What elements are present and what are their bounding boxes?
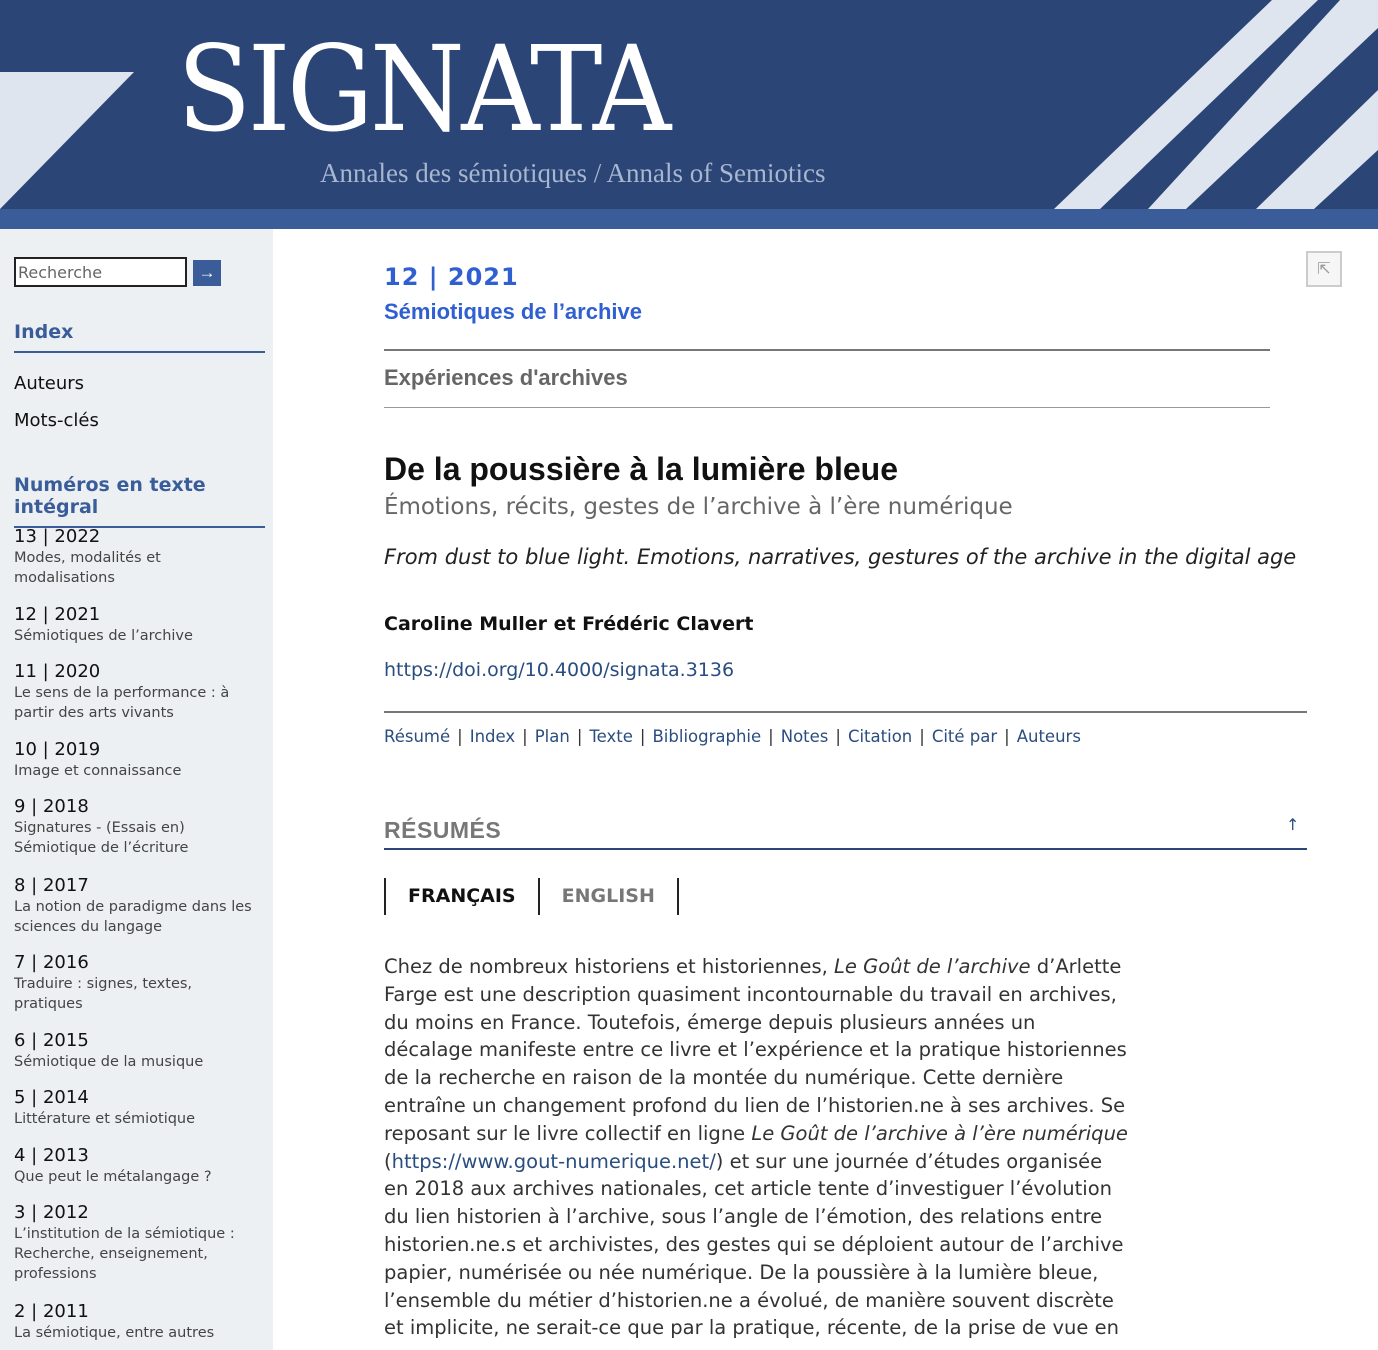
article-title-english: From dust to blue light. Emotions, narratives, gestures of the archive in the digital age xyxy=(384,545,1297,569)
article-title: De la poussière à la lumière bleue xyxy=(384,451,898,487)
issue-number[interactable]: 3 | 2012 xyxy=(14,1202,89,1223)
issue-item[interactable] xyxy=(14,661,264,723)
toc-separator: | xyxy=(919,727,925,746)
abstract-text xyxy=(384,953,1129,1342)
tab-english[interactable]: ENGLISH xyxy=(540,878,679,915)
issue-number[interactable]: 5 | 2014 xyxy=(14,1087,89,1108)
site-banner xyxy=(0,0,1378,209)
toc-link-bibliographie[interactable]: Bibliographie xyxy=(652,727,762,746)
issue-title[interactable]: Le sens de la performance : à partir des arts vivants xyxy=(14,685,230,721)
abstract-segment: ( xyxy=(384,1149,392,1173)
toc-separator: | xyxy=(576,727,583,746)
article-toc xyxy=(384,727,1081,746)
divider xyxy=(384,848,1307,850)
sidebar-link-mots-cles[interactable]: Mots-clés xyxy=(14,410,99,431)
toc-link-texte[interactable]: Texte xyxy=(589,727,633,746)
issue-number[interactable]: 12 | 2021 xyxy=(14,604,101,625)
issue-item[interactable] xyxy=(14,739,264,781)
sidebar-link-auteurs[interactable]: Auteurs xyxy=(14,373,85,394)
issue-number[interactable]: 13 | 2022 xyxy=(14,526,101,547)
toc-separator: | xyxy=(639,727,646,746)
issue-item[interactable] xyxy=(14,1145,264,1187)
issue-title[interactable]: La notion de paradigme dans les sciences du langage xyxy=(14,899,252,935)
expand-corner-button[interactable]: ⇱ xyxy=(1306,251,1342,287)
abstract-book-title: Le Goût de l’archive à l’ère numérique xyxy=(751,1121,1128,1145)
toc-separator: | xyxy=(457,727,463,746)
volume-title-link[interactable]: Sémiotiques de l’archive xyxy=(384,299,642,324)
toc-link-auteurs[interactable]: Auteurs xyxy=(1016,727,1081,746)
issue-item[interactable] xyxy=(14,796,264,858)
toc-link-citation[interactable]: Citation xyxy=(847,727,913,746)
toc-link-index[interactable]: Index xyxy=(469,727,516,746)
issue-item[interactable] xyxy=(14,604,264,646)
toc-separator: | xyxy=(1004,727,1010,746)
issue-number[interactable]: 11 | 2020 xyxy=(14,661,101,682)
issue-number[interactable]: 6 | 2015 xyxy=(14,1030,89,1051)
site-logo[interactable]: SIGNATA xyxy=(177,20,668,158)
abstract-segment: d’Arlette Farge est une description quasiment incontournable du travail en archives, du moins en France. Toutefois, émerge depuis plusieurs années un décalage manifeste entre ce livre et l’expérience et la pratique historiennes de la recherche en raison de la montée du numérique. Cette dernière entraîne un changement profond du lien de l’historien.ne à ses archives. Se reposant sur le livre collectif en ligne xyxy=(384,955,1127,1145)
divider xyxy=(384,711,1307,713)
back-to-top-arrow-icon[interactable]: ↑ xyxy=(1286,815,1300,834)
site-tagline: Annales des sémiotiques / Annals of Semiotics xyxy=(320,158,826,188)
resumes-heading: RÉSUMÉS xyxy=(384,817,502,843)
issue-item[interactable] xyxy=(14,1030,264,1072)
issue-title[interactable]: Que peut le métalangage ? xyxy=(14,1169,212,1185)
issue-item[interactable] xyxy=(14,952,264,1014)
section-heading: Expériences d'archives xyxy=(384,365,628,390)
issue-item[interactable] xyxy=(14,875,264,937)
issue-title[interactable]: Modes, modalités et modalisations xyxy=(14,550,161,586)
toc-separator: | xyxy=(768,727,774,746)
issue-title[interactable]: Sémiotiques de l’archive xyxy=(14,628,193,644)
issue-title[interactable]: Littérature et sémiotique xyxy=(14,1111,196,1127)
article-subtitle: Émotions, récits, gestes de l’archive à l’ère numérique xyxy=(384,494,1013,520)
toc-link-resume[interactable]: Résumé xyxy=(384,727,451,746)
issue-item[interactable] xyxy=(14,1202,264,1284)
divider xyxy=(384,349,1270,351)
language-tabs xyxy=(384,878,679,915)
issue-title[interactable]: Traduire : signes, textes, pratiques xyxy=(14,976,193,1012)
issue-item[interactable] xyxy=(14,1301,264,1343)
toc-link-notes[interactable]: Notes xyxy=(780,727,829,746)
issue-number[interactable]: 2 | 2011 xyxy=(14,1301,89,1322)
issue-title[interactable]: Signatures - (Essais en) Sémiotique de l’écriture xyxy=(14,820,189,856)
abstract-segment: ) et sur une journée d’études organisée en 2018 aux archives nationales, cet article tente d’investiguer l’évolution du lien historien à l’archive, sous l’angle de l’émotion, des relations entre historien.ne.s et archivistes, des gestes qui se déploient autour de l’archive papier, numérisée ou née numérique. De la poussière à la lumière bleue, l’ensemble du métier d’historien.ne a évolué, de manière souvent discrète et implicite, ne serait-ce que par la pratique, récente, de la prise de vue en xyxy=(384,1149,1124,1340)
issue-title[interactable]: Image et connaissance xyxy=(14,763,182,779)
issue-number[interactable]: 8 | 2017 xyxy=(14,875,89,896)
search-input[interactable] xyxy=(14,257,187,287)
issue-number[interactable]: 4 | 2013 xyxy=(14,1145,89,1166)
issue-number[interactable]: 10 | 2019 xyxy=(14,739,101,760)
issue-number[interactable]: 9 | 2018 xyxy=(14,796,89,817)
doi-link[interactable]: https://doi.org/10.4000/signata.3136 xyxy=(384,659,735,681)
abstract-book-title: Le Goût de l’archive xyxy=(834,955,1031,978)
abstract-external-link[interactable]: https://www.gout-numerique.net/ xyxy=(391,1149,716,1173)
issues-heading: Numéros en texte intégral xyxy=(14,474,265,528)
divider xyxy=(384,407,1270,408)
index-heading: Index xyxy=(14,321,265,353)
banner-strip xyxy=(0,209,1378,229)
issue-title[interactable]: Sémiotique de la musique xyxy=(14,1054,204,1070)
search-submit-button[interactable]: → xyxy=(193,260,221,286)
toc-separator: | xyxy=(835,727,841,746)
issue-number[interactable]: 7 | 2016 xyxy=(14,952,89,973)
issue-item[interactable] xyxy=(14,1087,264,1129)
issue-title[interactable]: L’institution de la sémiotique : Recherche, enseignement, professions xyxy=(14,1226,235,1282)
article-authors: Caroline Muller et Frédéric Clavert xyxy=(384,613,754,635)
sidebar xyxy=(0,229,273,1350)
tab-francais[interactable]: FRANÇAIS xyxy=(386,878,540,915)
volume-number-link[interactable]: 12 | 2021 xyxy=(384,263,519,291)
issue-title[interactable]: La sémiotique, entre autres xyxy=(14,1325,215,1341)
toc-separator: | xyxy=(522,727,528,746)
issue-item[interactable] xyxy=(14,526,264,588)
toc-link-cite-par[interactable]: Cité par xyxy=(931,727,998,746)
abstract-segment: Chez de nombreux historiens et historiennes, xyxy=(384,955,835,978)
toc-link-plan[interactable]: Plan xyxy=(534,727,570,746)
